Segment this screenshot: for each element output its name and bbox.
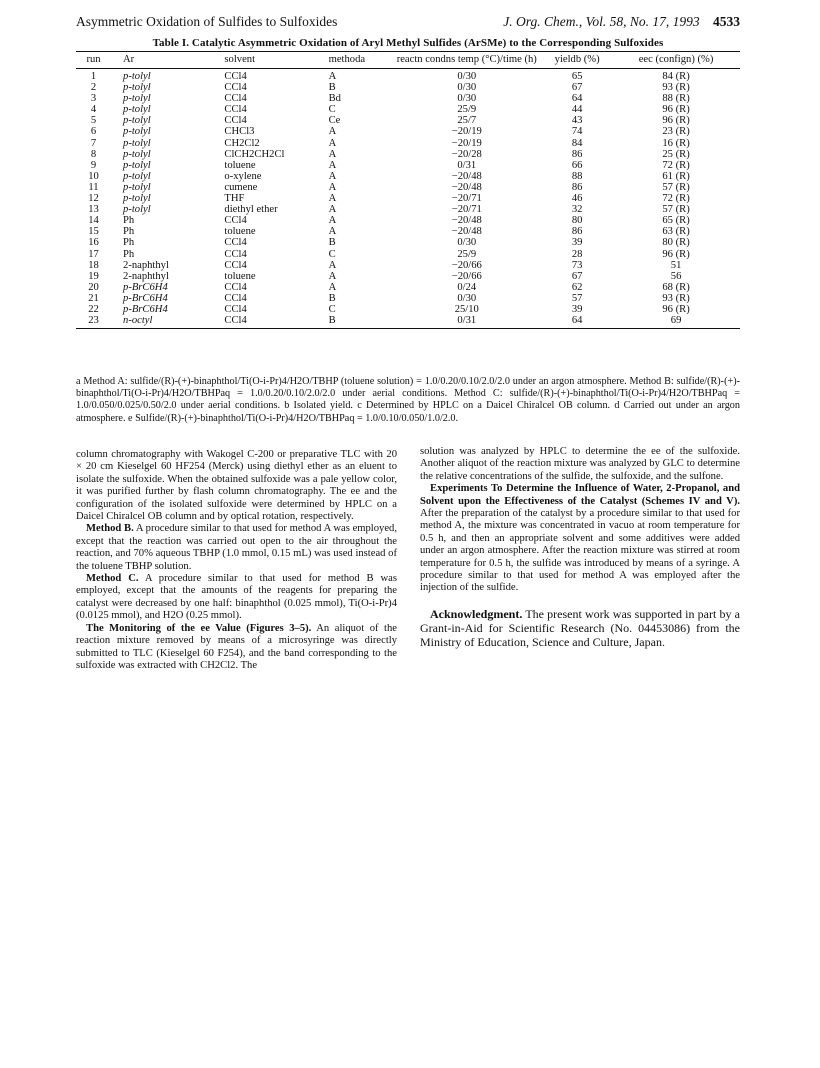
paragraph-text: A procedure similar to that used for method A was employed, except that the reaction was carried out open to the air throughout the reaction, and 70% aqueous TBHP (1.0 mmol, 0.15 mL) was used instead of the toluene TBHP solution. <box>76 523 397 572</box>
cell-conditions: 25/10 <box>454 303 479 315</box>
table-header-row <box>76 52 740 69</box>
cell-yield: 32 <box>571 204 583 216</box>
cell-method: Ce <box>328 115 341 127</box>
cell-yield: 74 <box>571 126 583 138</box>
cell-method: C <box>328 303 336 315</box>
cell-conditions: 0/31 <box>391 315 542 329</box>
cell-conditions: 25/9 <box>457 104 477 116</box>
cell-conditions: 0/24 <box>457 281 477 293</box>
page-number: 4533 <box>713 14 740 29</box>
cell-yield: 80 <box>571 215 583 227</box>
cell-solvent: CCl4 <box>224 259 247 271</box>
acknowledgment-text: The present work was supported in part by a Grant-in-Aid for Scientific Research (No. 04453086) from the Ministry of Education, Science and Culture, Japan. <box>420 606 740 649</box>
cell-run: 12 <box>88 193 99 205</box>
cell-ar: Ph <box>123 237 135 249</box>
paragraph: column chromatography with Wakogel C-200 or preparative TLC with 20 × 20 cm Kieselgel 60 HF254 (Merck) using diethyl ether as an eluent to isolate the sulfoxide. When the obtained sulfoxide was a pale yellow color, it was purified further by flash column chromatography. The ee and the configuration of the isolated sulfoxide were determined by HPLC on a Daicel Chiralcel OB column and by optical rotation, respectively. <box>76 449 397 523</box>
cell-ee: 88 (R) <box>662 93 690 105</box>
cell-method: A <box>328 126 337 138</box>
cell-ar: 2-naphthyl <box>123 270 169 282</box>
cell-run: 13 <box>88 204 99 216</box>
cell-conditions: −20/71 <box>451 204 482 216</box>
cell-ee: 72 (R) <box>662 193 690 205</box>
cell-method: A <box>328 148 337 160</box>
paragraph-text: An aliquot of the reaction mixture removed by means of a microsyringe was directly submitted to TLC (Kieselgel 60 F254), and the band corresponding to the sulfoxide was extracted with CH2Cl2. The <box>76 622 397 671</box>
table-row <box>76 193 740 204</box>
cell-yield: 86 <box>571 181 583 193</box>
table-row <box>76 249 740 260</box>
cell-ee: 72 (R) <box>662 159 690 171</box>
cell-run: 17 <box>88 248 99 260</box>
cell-method: A <box>328 270 337 282</box>
paragraph-text: After the preparation of the catalyst by a procedure similar to that used for method A, the mixture was concentrated in vacuo at room temperature for 0.5 h, and then an appropriate solvent and some additives were added under an argon atmosphere. After the reaction mixture was stirred at room temperature for 0.5 h, the sulfide was introduced by means of a syringe. A procedure similar to that used for method A was employed after the injection of the sulfide. <box>420 508 740 594</box>
cell-ar: p-tolyl <box>123 148 151 160</box>
cell-ar: p-tolyl <box>123 193 151 205</box>
cell-yield: 67 <box>571 82 583 94</box>
cell-method: A <box>328 71 337 82</box>
cell-run: 10 <box>88 170 99 182</box>
table-row <box>76 260 740 271</box>
table-row <box>76 171 740 182</box>
table-row <box>76 182 740 193</box>
cell-conditions: −20/48 <box>451 226 482 238</box>
table-row <box>76 82 740 93</box>
cell-yield: 86 <box>571 148 583 160</box>
cell-run: 4 <box>90 104 97 116</box>
cell-run: 21 <box>88 292 99 304</box>
cell-ar: p-tolyl <box>123 181 151 193</box>
cell-conditions: −20/48 <box>451 181 482 193</box>
cell-solvent: CCl4 <box>224 104 247 116</box>
cell-conditions: 0/30 <box>457 82 477 94</box>
table-row <box>76 160 740 171</box>
cell-ee: 96 (R) <box>662 248 690 260</box>
cell-conditions: −20/48 <box>451 215 482 227</box>
cell-conditions: 25/7 <box>457 115 477 127</box>
cell-ee: 96 (R) <box>662 104 690 116</box>
cell-solvent: toluene <box>224 226 256 238</box>
run-in-heading: Method B. <box>86 523 134 535</box>
cell-ar: p-BrC6H4 <box>123 292 168 304</box>
cell-solvent: CCl4 <box>224 93 247 105</box>
right-column <box>420 446 740 649</box>
cell-ar: p-tolyl <box>123 93 151 105</box>
cell-conditions: 0/30 <box>457 237 477 249</box>
cell-run: 2 <box>90 82 97 94</box>
cell-method: C <box>328 248 336 260</box>
cell-method: A <box>328 226 337 238</box>
cell-run: 11 <box>88 181 99 193</box>
cell-ee: 23 (R) <box>662 126 690 138</box>
cell-ar: 2-naphthyl <box>123 259 169 271</box>
cell-ar: p-tolyl <box>123 204 151 216</box>
cell-ee: 25 (R) <box>662 148 690 160</box>
col-header-conditions: reactn condns temp (°C)/time (h) <box>391 52 542 69</box>
cell-solvent: cumene <box>224 181 258 193</box>
col-header-run: run <box>76 52 111 69</box>
cell-ee: 57 (R) <box>662 181 690 193</box>
col-header-ar: Ar <box>111 52 224 69</box>
col-header-ee: eec (confign) (%) <box>612 52 740 69</box>
cell-run: 5 <box>90 115 97 127</box>
paragraph-text: A procedure similar to that used for method B was employed, except that the amounts of the reagents for preparing the catalyst were decreased by one half: binaphthol (0.025 mmol), Ti(O-i-Pr)4 (0.0125 mmol), and H2O (0.25 mmol). <box>76 573 397 622</box>
cell-yield: 28 <box>571 248 583 260</box>
cell-solvent: CH2Cl2 <box>224 137 260 149</box>
cell-yield: 84 <box>571 137 583 149</box>
cell-conditions: 0/30 <box>457 93 477 105</box>
cell-solvent: CCl4 <box>224 281 247 293</box>
run-in-heading: Experiments To Determine the Influence of Water, 2-Propanol, and Solvent upon the Effectiveness of the Catalyst (Schemes IV and V). <box>420 483 740 507</box>
cell-run: 3 <box>90 93 97 105</box>
table-footnotes: a Method A: sulfide/(R)-(+)-binaphthol/Ti(O-i-Pr)4/H2O/TBHP (toluene solution) = 1.0/0.20/0.10/2.0/2.0 under an argon atmosphere. Method B: sulfide/(R)-(+)-binaphthol/Ti(O-i-Pr)4/H2O/TBHPaq = 1.0/0.20/0.10/2.0/2.0 under aerial conditions. Method C: sulfide/(R)-(+)-binaphthol/Ti(O-i-Pr)4/H2O/TBHPaq = 1.0/0.050/0.025/0.50/2.0 under aerial conditions. b Isolated yield. c Determined by HPLC on a Daicel Chiralcel OB column. d Carried out under an argon atmosphere. e Sulfide/(R)-(+)-binaphthol/Ti(O-i-Pr)4/H2O/TBHPaq = 1.0/0.10/0.050/1.0/2.0. <box>76 376 740 424</box>
col-header-solvent: solvent <box>224 52 322 69</box>
results-table <box>76 51 740 329</box>
cell-solvent: CCl4 <box>224 115 247 127</box>
cell-solvent: CCl4 <box>224 215 247 227</box>
cell-yield: 86 <box>571 226 583 238</box>
table-row <box>76 104 740 115</box>
cell-yield: 39 <box>571 303 583 315</box>
table-row <box>76 115 740 126</box>
cell-method: B <box>328 237 336 249</box>
cell-ar: p-BrC6H4 <box>123 303 168 315</box>
left-column <box>76 449 397 672</box>
cell-yield: 88 <box>571 170 583 182</box>
cell-solvent: CCl4 <box>224 82 247 94</box>
cell-ar: Ph <box>123 248 135 260</box>
running-header <box>76 14 740 32</box>
cell-run: 15 <box>88 226 99 238</box>
cell-conditions: 0/30 <box>457 71 477 82</box>
cell-ee: 16 (R) <box>662 137 690 149</box>
cell-run: 7 <box>90 137 97 149</box>
cell-method: B <box>323 315 392 329</box>
cell-ee: 63 (R) <box>662 226 690 238</box>
cell-run: 14 <box>88 215 99 227</box>
cell-yield: 43 <box>571 115 583 127</box>
table-title: Table I. Catalytic Asymmetric Oxidation of Aryl Methyl Sulfides (ArSMe) to the Corresponding Sulfoxides <box>152 37 664 49</box>
table-row <box>76 282 740 293</box>
paragraph <box>76 623 397 673</box>
cell-solvent: CCl4 <box>224 315 322 329</box>
table-row <box>76 149 740 160</box>
cell-ar: p-tolyl <box>123 170 151 182</box>
col-header-yield: yieldb (%) <box>542 52 612 69</box>
journal-citation <box>503 14 740 30</box>
running-title: Asymmetric Oxidation of Sulfides to Sulfoxides <box>76 14 338 29</box>
cell-run: 22 <box>88 303 99 315</box>
cell-ee: 93 (R) <box>662 82 690 94</box>
cell-ee: 80 (R) <box>662 237 690 249</box>
cell-ee: 69 <box>612 315 740 329</box>
table-row <box>76 93 740 104</box>
cell-run: 1 <box>90 71 97 82</box>
cell-ar: p-tolyl <box>123 115 151 127</box>
cell-conditions: −20/66 <box>451 270 482 282</box>
cell-method: A <box>328 193 337 205</box>
table-body <box>76 69 740 329</box>
cell-ar: p-tolyl <box>123 159 151 171</box>
paragraph <box>76 523 397 573</box>
cell-ar: p-tolyl <box>123 126 151 138</box>
cell-method: A <box>328 137 337 149</box>
cell-solvent: CCl4 <box>224 292 247 304</box>
cell-method: B <box>328 82 336 94</box>
cell-ar: n-octyl <box>111 315 224 329</box>
cell-yield: 57 <box>571 292 583 304</box>
cell-run: 6 <box>90 126 97 138</box>
cell-solvent: CCl4 <box>224 237 247 249</box>
table-row <box>76 215 740 226</box>
cell-solvent: THF <box>224 193 245 205</box>
cell-solvent: CCl4 <box>224 248 247 260</box>
cell-conditions: 0/30 <box>457 292 477 304</box>
paragraph <box>420 483 740 595</box>
cell-conditions: −20/71 <box>451 193 482 205</box>
cell-method: A <box>328 215 337 227</box>
cell-ee: 57 (R) <box>662 204 690 216</box>
table-row <box>76 138 740 149</box>
cell-solvent: toluene <box>224 270 256 282</box>
table-row <box>76 126 740 137</box>
cell-ee: 61 (R) <box>662 170 690 182</box>
cell-run: 19 <box>88 270 99 282</box>
paragraph <box>76 573 397 623</box>
cell-yield: 66 <box>571 159 583 171</box>
table-row <box>76 237 740 248</box>
cell-conditions: 0/31 <box>457 159 477 171</box>
acknowledgment-heading: Acknowledgment. <box>430 606 523 621</box>
cell-conditions: −20/19 <box>451 126 482 138</box>
cell-ee: 68 (R) <box>662 281 690 293</box>
cell-run: 8 <box>90 148 97 160</box>
table-row <box>76 204 740 215</box>
cell-solvent: CHCl3 <box>224 126 255 138</box>
cell-ee: 65 (R) <box>662 215 690 227</box>
cell-method: A <box>328 281 337 293</box>
cell-conditions: 25/9 <box>457 248 477 260</box>
cell-method: Bd <box>328 93 341 105</box>
cell-ar: p-BrC6H4 <box>123 281 168 293</box>
cell-yield: 67 <box>571 270 583 282</box>
cell-yield: 65 <box>571 71 583 82</box>
cell-yield: 44 <box>571 104 583 116</box>
cell-run: 9 <box>90 159 97 171</box>
cell-conditions: −20/66 <box>451 259 482 271</box>
cell-ee: 56 <box>670 270 682 282</box>
table-row <box>76 304 740 315</box>
acknowledgment <box>420 607 740 649</box>
cell-method: A <box>328 159 337 171</box>
cell-run: 16 <box>88 237 99 249</box>
cell-conditions: −20/19 <box>451 137 482 149</box>
cell-yield: 46 <box>571 193 583 205</box>
cell-yield: 64 <box>542 315 612 329</box>
run-in-heading: Method C. <box>86 573 139 585</box>
table-row <box>76 315 740 329</box>
cell-method: A <box>328 204 337 216</box>
cell-ee: 84 (R) <box>662 71 690 82</box>
cell-ar: p-tolyl <box>123 82 151 94</box>
cell-solvent: toluene <box>224 159 256 171</box>
cell-run: 18 <box>88 259 99 271</box>
cell-solvent: CCl4 <box>224 303 247 315</box>
cell-method: A <box>328 181 337 193</box>
table-row <box>76 69 740 83</box>
cell-yield: 62 <box>571 281 583 293</box>
table-row <box>76 293 740 304</box>
cell-conditions: −20/28 <box>451 148 482 160</box>
table-row <box>76 226 740 237</box>
cell-ar: p-tolyl <box>123 137 151 149</box>
table-row <box>76 271 740 282</box>
cell-ee: 96 (R) <box>662 115 690 127</box>
cell-ar: Ph <box>123 215 135 227</box>
cell-solvent: diethyl ether <box>224 204 278 216</box>
cell-method: A <box>328 259 337 271</box>
cell-method: B <box>328 292 336 304</box>
cell-conditions: −20/48 <box>451 170 482 182</box>
cell-yield: 39 <box>571 237 583 249</box>
cell-method: C <box>328 104 336 116</box>
cell-run: 20 <box>88 281 99 293</box>
run-in-heading: The Monitoring of the ee Value (Figures 3–5). <box>86 622 312 634</box>
journal-name: J. Org. Chem., Vol. 58, No. 17, 1993 <box>503 14 700 29</box>
cell-solvent: CCl4 <box>224 71 247 82</box>
cell-yield: 64 <box>571 93 583 105</box>
cell-ee: 96 (R) <box>662 303 690 315</box>
cell-solvent: o-xylene <box>224 170 262 182</box>
col-header-method: methoda <box>323 52 392 69</box>
cell-method: A <box>328 170 337 182</box>
cell-solvent: ClCH2CH2Cl <box>224 148 285 160</box>
cell-ee: 51 <box>670 259 682 271</box>
cell-ar: p-tolyl <box>123 71 151 82</box>
cell-ar: p-tolyl <box>123 104 151 116</box>
cell-run: 23 <box>76 315 111 329</box>
cell-ee: 93 (R) <box>662 292 690 304</box>
paragraph: solution was analyzed by HPLC to determine the ee of the sulfoxide. Another aliquot of the reaction mixture was analyzed by GLC to determine the relative concentrations of the sulfide, the sulfoxide, and the sulfone. <box>420 446 740 482</box>
cell-ar: Ph <box>123 226 135 238</box>
cell-yield: 73 <box>571 259 583 271</box>
